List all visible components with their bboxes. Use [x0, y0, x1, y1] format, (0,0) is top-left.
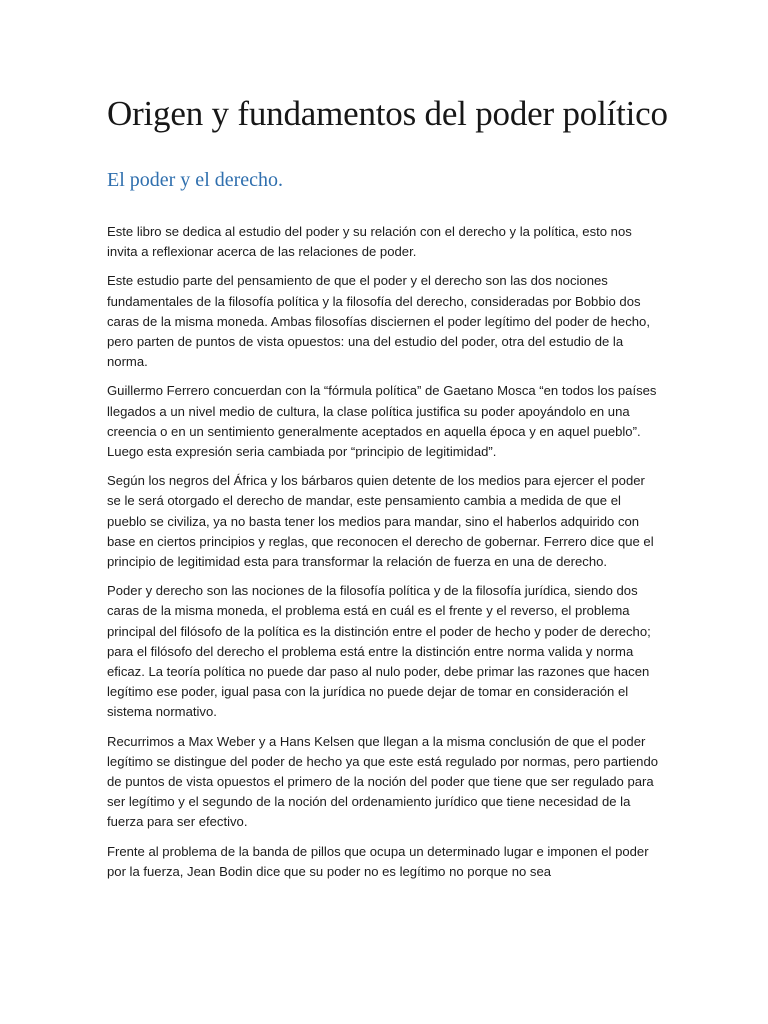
paragraph: Este estudio parte del pensamiento de que el poder y el derecho son las dos nociones fundamentales de la filosofía política y la filosofía del derecho, consideradas por Bobbio dos caras de la misma moneda. Ambas filosofías disciernen el poder legítimo del poder de hecho, pero parten de puntos de vista opuestos: una del estudio del poder, otra del estudio de la norma.	[107, 273, 650, 370]
paragraph: Poder y derecho son las nociones de la filosofía política y de la filosofía jurídica, siendo dos caras de la misma moneda, el problema está en cuál es el frente y el reverso, el problema principal del filósofo de la política es la distinción entre el poder de hecho y poder de derecho; para el filósofo del derecho el problema está entre la distinción entre norma valida y norma eficaz. La teoría política no puede dar paso al nulo poder, debe primar las razones que hacen legítimo ese poder, igual pasa con la jurídica no puede dejar de tomar en consideración el sistema normativo.	[107, 583, 651, 720]
paragraph: Según los negros del África y los bárbaros quien detente de los medios para ejercer el poder se le será otorgado el derecho de mandar, este pensamiento cambia a medida de que el pueblo se civiliza, ya no basta tener los medios para mandar, sino el haberlos adquirido con base en ciertos principios y reglas, que reconocen el derecho de gobernar. Ferrero dice que el principio de legitimidad esta para transformar la relación de fuerza en una de derecho.	[107, 473, 654, 570]
paragraph: Frente al problema de la banda de pillos que ocupa un determinado lugar e imponen el poder por la fuerza, Jean Bodin dice que su poder no es legítimo no porque no sea	[107, 843, 649, 879]
document-body	[107, 222, 662, 891]
paragraph: Guillermo Ferrero concuerdan con la “fórmula política” de Gaetano Mosca “en todos los países llegados a un nivel medio de cultura, la clase política justifica su poder apoyándolo en una creencia o en un sentimiento generalmente aceptados en aquella época y en aquel pueblo”. Luego esta expresión seria cambiada por “principio de legitimidad”.	[107, 383, 657, 460]
paragraph: Recurrimos a Max Weber y a Hans Kelsen que llegan a la misma conclusión de que el poder legítimo se distingue del poder de hecho ya que este está regulado por normas, pero partiendo de puntos de vista opuestos el primero de la noción del poder que tiene que ser regulado para ser legítimo y el segundo de la noción del ordenamiento jurídico que tiene necesidad de la fuerza para ser efectivo.	[107, 733, 659, 830]
document-title: Origen y fundamentos del poder político	[107, 94, 668, 133]
section-heading: El poder y el derecho.	[107, 169, 284, 191]
paragraph: Este libro se dedica al estudio del poder y su relación con el derecho y la política, esto nos invita a reflexionar acerca de las relaciones de poder.	[107, 224, 632, 260]
